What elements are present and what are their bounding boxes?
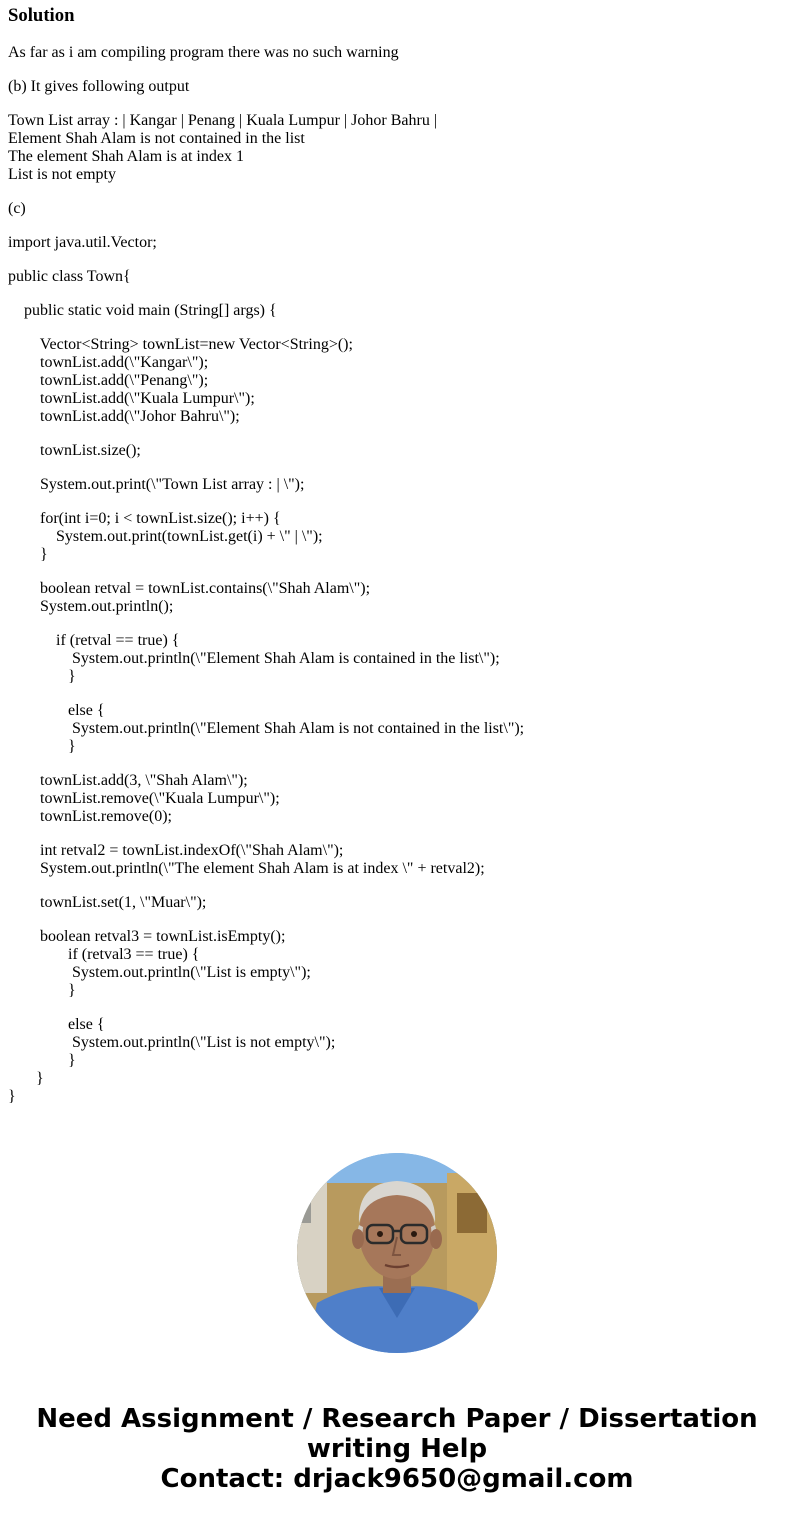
code-line: Vector<String> townList=new Vector<String>(); [8, 336, 353, 353]
code-line: townList.add(\"Kuala Lumpur\"); [8, 390, 255, 407]
output-line: Town List array : | Kangar | Penang | Kuala Lumpur | Johor Bahru | [8, 112, 438, 129]
code-line: public class Town{ [8, 268, 131, 285]
output-line: List is not empty [8, 166, 116, 183]
code-line: } [8, 738, 76, 755]
code-line: System.out.print(\"Town List array : | \"); [8, 476, 305, 493]
code-line: for(int i=0; i < townList.size(); i++) { [8, 510, 281, 527]
page-title: Solution [8, 5, 75, 26]
part-b-label: (b) It gives following output [8, 78, 190, 95]
code-line: System.out.println(); [8, 598, 174, 615]
code-line: } [8, 1070, 44, 1087]
code-line: public static void main (String[] args) { [8, 302, 277, 319]
code-line: } [8, 546, 48, 563]
code-line: } [8, 1052, 76, 1069]
code-line: } [8, 982, 76, 999]
code-line: townList.add(\"Penang\"); [8, 372, 209, 389]
footer-line: Need Assignment / Research Paper / Dissertation [36, 1404, 758, 1434]
output-line: Element Shah Alam is not contained in the list [8, 130, 305, 147]
code-line: System.out.println(\"Element Shah Alam is contained in the list\"); [8, 650, 500, 667]
code-line: import java.util.Vector; [8, 234, 157, 251]
code-line: if (retval == true) { [8, 632, 180, 649]
intro-text: As far as i am compiling program there was no such warning [8, 44, 399, 61]
code-line: if (retval3 == true) { [8, 946, 200, 963]
code-line: else { [8, 702, 105, 719]
code-line: System.out.println(\"List is empty\"); [8, 964, 311, 981]
code-line: townList.remove(\"Kuala Lumpur\"); [8, 790, 280, 807]
part-c-label: (c) [8, 200, 26, 217]
code-line: boolean retval3 = townList.isEmpty(); [8, 928, 286, 945]
code-line: else { [8, 1016, 105, 1033]
author-photo [297, 1153, 497, 1353]
code-line: townList.set(1, \"Muar\"); [8, 894, 207, 911]
footer-contact: Contact: drjack9650@gmail.com [160, 1464, 634, 1494]
code-line: System.out.print(townList.get(i) + \" | \"); [8, 528, 323, 545]
code-line: townList.size(); [8, 442, 141, 459]
output-line: The element Shah Alam is at index 1 [8, 148, 244, 165]
footer-line: writing Help [306, 1434, 488, 1464]
code-line: int retval2 = townList.indexOf(\"Shah Alam\"); [8, 842, 344, 859]
promo-footer [0, 1404, 794, 1494]
code-line: System.out.println(\"Element Shah Alam is not contained in the list\"); [8, 720, 525, 737]
code-line: townList.add(\"Johor Bahru\"); [8, 408, 240, 425]
code-line: System.out.println(\"The element Shah Alam is at index \" + retval2); [8, 860, 485, 877]
code-line: } [8, 668, 76, 685]
code-line: } [8, 1088, 16, 1105]
code-line: System.out.println(\"List is not empty\"); [8, 1034, 336, 1051]
code-line: townList.add(3, \"Shah Alam\"); [8, 772, 248, 789]
code-line: townList.remove(0); [8, 808, 172, 825]
code-line: townList.add(\"Kangar\"); [8, 354, 209, 371]
code-line: boolean retval = townList.contains(\"Shah Alam\"); [8, 580, 371, 597]
